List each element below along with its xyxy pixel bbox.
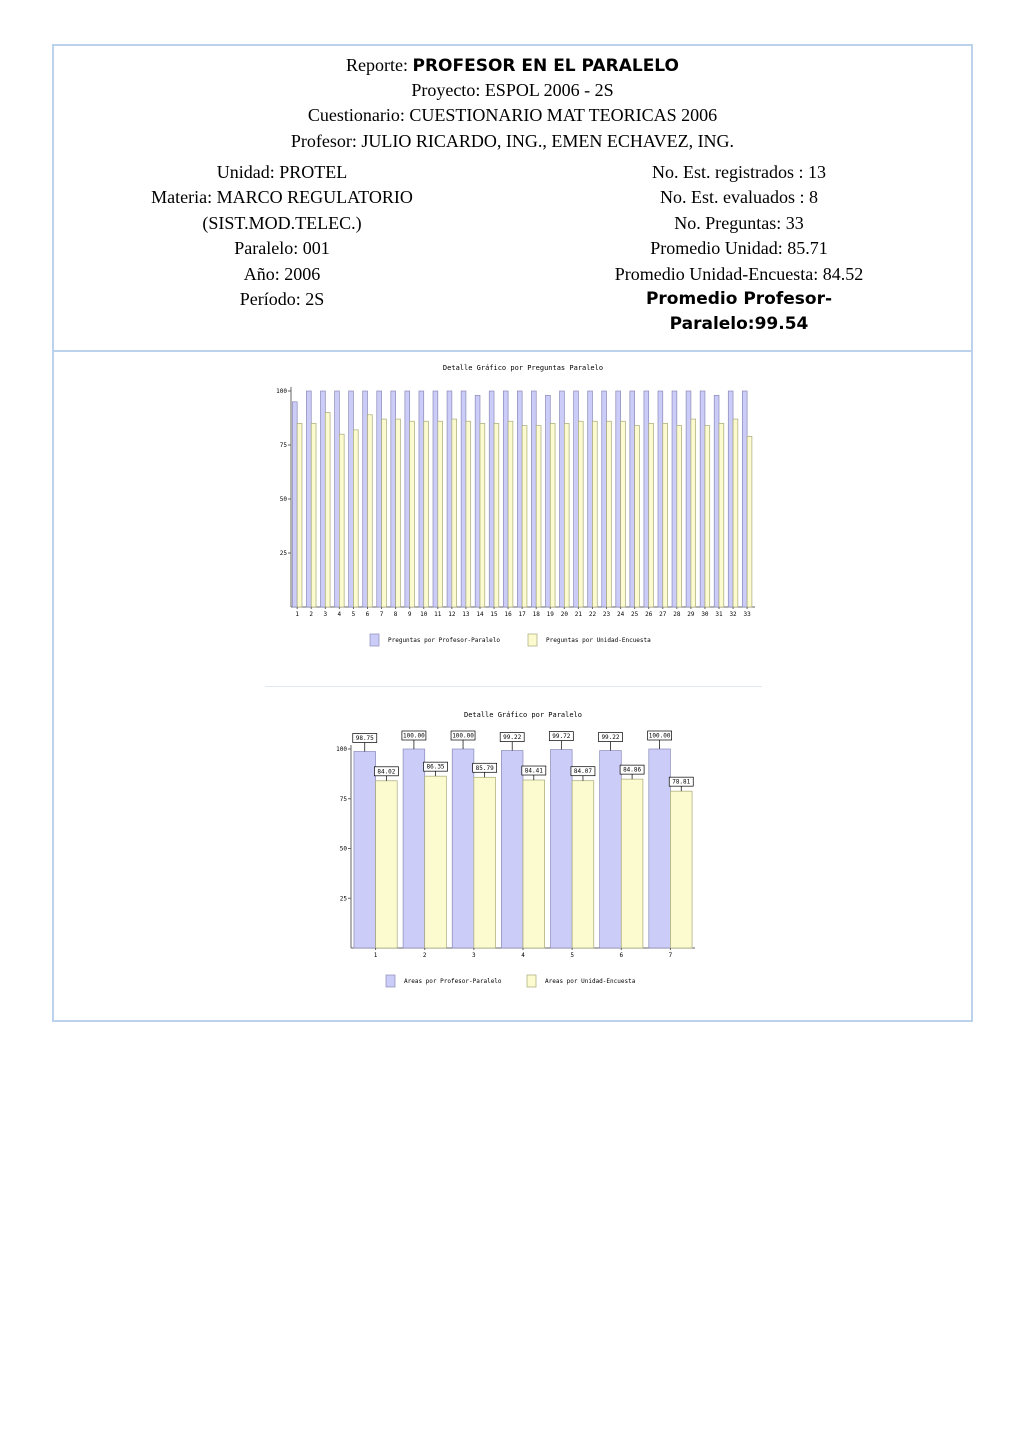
bar-series-b: [564, 423, 569, 607]
chart-divider: [265, 686, 762, 687]
bar-series-b: [494, 423, 499, 607]
bar-series-b: [396, 419, 401, 607]
x-tick-label: 6: [365, 611, 370, 618]
x-tick-label: 13: [462, 611, 470, 618]
data-label: 78.81: [672, 778, 691, 786]
data-label: 86.35: [426, 763, 445, 771]
bar-series-b: [297, 423, 302, 607]
bar-series-a: [405, 391, 410, 607]
bar-series-b: [325, 413, 330, 607]
x-tick-label: 11: [434, 611, 442, 618]
legend-swatch: [527, 975, 536, 987]
unit-survey-average: Promedio Unidad-Encuesta: 84.52: [614, 263, 864, 284]
bar-series-b: [410, 421, 415, 607]
bar-series-a: [630, 391, 635, 607]
project-line: Proyecto: ESPOL 2006 - 2S: [411, 80, 614, 100]
year-text: Año: 2006: [243, 263, 321, 284]
bar-series-b: [691, 419, 696, 607]
data-label: 84.02: [377, 768, 396, 776]
bar-series-b: [705, 426, 710, 607]
bar-series-a: [501, 751, 523, 948]
y-tick-label: 50: [279, 496, 287, 503]
bar-series-a: [602, 391, 607, 607]
x-tick-label: 31: [715, 611, 723, 618]
report-name: PROFESOR EN EL PARALELO: [412, 56, 679, 76]
x-tick-label: 27: [659, 611, 667, 618]
bar-series-b: [670, 791, 692, 948]
data-label: 99.22: [601, 734, 620, 742]
bar-series-b: [353, 430, 358, 607]
subject-text-cont: (SIST.MOD.TELEC.): [202, 212, 362, 233]
bar-series-b: [572, 781, 594, 948]
bar-series-b: [466, 421, 471, 607]
bar-series-b: [719, 423, 724, 607]
x-tick-label: 19: [546, 611, 554, 618]
x-tick-label: 2: [309, 611, 314, 618]
x-tick-label: 1: [295, 611, 299, 618]
bar-series-a: [686, 391, 691, 607]
x-tick-label: 29: [687, 611, 695, 618]
bar-series-b: [550, 423, 555, 607]
bar-series-a: [616, 391, 621, 607]
x-tick-label: 33: [743, 611, 751, 618]
y-tick-label: 75: [279, 442, 287, 449]
bar-series-b: [663, 423, 668, 607]
legend-label: Areas por Unidad-Encuesta: [545, 978, 636, 985]
evaluated-students: No. Est. evaluados : 8: [660, 187, 818, 208]
bar-series-a: [644, 391, 649, 607]
bar-series-a: [377, 391, 382, 607]
data-label: 99.72: [552, 733, 571, 741]
bar-series-a: [489, 391, 494, 607]
x-tick-label: 14: [476, 611, 484, 618]
bar-series-a: [658, 391, 663, 607]
period-text: Período: 2S: [239, 289, 325, 310]
bar-series-a: [403, 749, 425, 948]
x-tick-label: 9: [407, 611, 412, 618]
chart-title: Detalle Gráfico por Preguntas Paralelo: [442, 364, 604, 372]
bar-series-a: [321, 391, 326, 607]
bar-series-b: [452, 419, 457, 607]
bar-series-a: [649, 749, 671, 948]
report-label: Reporte:: [346, 55, 408, 75]
legend-label: Preguntas por Unidad-Encuesta: [546, 637, 651, 644]
y-tick-label: 25: [279, 550, 287, 557]
bar-series-b: [677, 426, 682, 607]
bar-series-b: [424, 421, 429, 607]
x-tick-label: 12: [448, 611, 456, 618]
data-label: 85.79: [475, 764, 494, 772]
bar-series-b: [635, 426, 640, 607]
data-label: 84.86: [623, 766, 642, 774]
x-tick-label: 15: [490, 611, 498, 618]
data-label: 84.07: [573, 768, 592, 776]
chart-title: Detalle Gráfico por Paralelo: [463, 711, 583, 719]
bar-series-a: [672, 391, 677, 607]
x-tick-label: 32: [729, 611, 737, 618]
x-tick-label: 3: [472, 952, 476, 959]
bar-series-a: [349, 391, 354, 607]
x-tick-label: 20: [560, 611, 568, 618]
bar-series-a: [714, 395, 719, 607]
report-header: [54, 46, 971, 352]
x-tick-label: 21: [574, 611, 583, 618]
unit-average: Promedio Unidad: 85.71: [650, 238, 828, 259]
bar-series-a: [306, 391, 311, 607]
bar-series-a: [419, 391, 424, 607]
bar-series-b: [311, 423, 316, 607]
report-frame: [52, 44, 973, 1022]
bar-series-b: [621, 421, 626, 607]
bar-series-b: [474, 777, 496, 948]
info-left-column: [112, 160, 452, 312]
data-label: 98.75: [355, 734, 374, 742]
x-tick-label: 22: [588, 611, 597, 618]
bar-series-b: [522, 426, 527, 607]
x-tick-label: 10: [420, 611, 428, 618]
bar-series-a: [391, 391, 396, 607]
bar-series-a: [354, 751, 376, 948]
questions-count: No. Preguntas: 33: [674, 212, 804, 233]
x-tick-label: 8: [393, 611, 398, 618]
bar-series-a: [475, 395, 480, 607]
x-tick-label: 24: [616, 611, 625, 618]
x-tick-label: 18: [532, 611, 540, 618]
bar-series-b: [733, 419, 738, 607]
bar-series-b: [747, 436, 752, 607]
data-label: 100.00: [648, 732, 671, 740]
data-label: 84.41: [524, 767, 543, 775]
x-tick-label: 30: [701, 611, 709, 618]
bar-series-b: [382, 419, 387, 607]
areas-chart: [265, 703, 762, 1003]
bar-series-a: [588, 391, 593, 607]
bar-series-b: [578, 421, 583, 607]
x-tick-label: 3: [323, 611, 328, 618]
x-tick-label: 5: [570, 952, 574, 959]
bar-series-b: [339, 434, 344, 607]
bar-series-a: [433, 391, 438, 607]
legend-label: Preguntas por Profesor-Paralelo: [388, 637, 500, 644]
bar-series-a: [700, 391, 705, 607]
bar-series-b: [536, 426, 541, 607]
x-tick-label: 16: [504, 611, 512, 618]
bar-series-a: [503, 391, 508, 607]
x-tick-label: 25: [631, 611, 639, 618]
bar-series-b: [425, 776, 447, 948]
bar-series-a: [292, 402, 297, 607]
legend-swatch: [386, 975, 395, 987]
x-tick-label: 26: [645, 611, 653, 618]
x-tick-label: 23: [602, 611, 611, 618]
bar-series-b: [592, 421, 597, 607]
bar-series-b: [438, 421, 443, 607]
bar-series-b: [508, 421, 513, 607]
professor-average: Promedio Profesor-Paralelo:99.54: [645, 289, 833, 335]
x-tick-label: 4: [521, 952, 525, 959]
section-text: Paralelo: 001: [234, 238, 330, 259]
bar-series-b: [367, 415, 372, 607]
data-label: 99.22: [503, 734, 522, 742]
x-tick-label: 28: [673, 611, 681, 618]
unit-text: Unidad: PROTEL: [216, 162, 348, 182]
bar-series-b: [621, 779, 643, 948]
bar-series-a: [531, 391, 536, 607]
y-tick-label: 75: [339, 795, 347, 803]
bar-series-a: [551, 750, 573, 948]
bar-series-a: [600, 751, 622, 948]
x-tick-label: 4: [337, 611, 342, 618]
bar-series-a: [447, 391, 452, 607]
bar-series-a: [461, 391, 466, 607]
y-tick-label: 100: [276, 388, 287, 395]
legend-swatch: [370, 634, 379, 646]
bar-series-b: [607, 421, 612, 607]
data-label: 100.00: [403, 732, 425, 740]
info-right-column: [584, 160, 894, 338]
x-tick-label: 17: [518, 611, 526, 618]
bar-series-b: [649, 423, 654, 607]
bar-series-a: [574, 391, 579, 607]
report-title-line: [54, 54, 971, 77]
registered-students: No. Est. registrados : 13: [652, 162, 826, 182]
bar-series-a: [335, 391, 340, 607]
legend-label: Areas por Profesor-Paralelo: [404, 978, 502, 985]
professor-line: Profesor: JULIO RICARDO, ING., EMEN ECHAVEZ, ING.: [290, 131, 735, 151]
bar-series-b: [480, 423, 485, 607]
bar-series-a: [545, 395, 550, 607]
bar-series-a: [742, 391, 747, 607]
y-tick-label: 100: [336, 746, 347, 753]
legend-swatch: [528, 634, 537, 646]
bar-series-a: [517, 391, 522, 607]
x-tick-label: 2: [422, 952, 427, 959]
subject-text: Materia: MARCO REGULATORIO: [151, 187, 413, 208]
x-tick-label: 5: [351, 611, 356, 618]
bar-series-a: [560, 391, 565, 607]
y-tick-label: 25: [339, 895, 347, 903]
x-tick-label: 7: [379, 611, 384, 618]
x-tick-label: 1: [373, 952, 378, 959]
bar-series-a: [363, 391, 368, 607]
x-tick-label: 7: [668, 952, 673, 959]
bar-series-a: [452, 749, 474, 948]
questions-chart: [265, 359, 762, 659]
x-tick-label: 6: [619, 952, 624, 959]
bar-series-b: [523, 780, 545, 948]
bar-series-b: [376, 781, 398, 948]
questionnaire-line: Cuestionario: CUESTIONARIO MAT TEORICAS 2006: [307, 105, 718, 125]
y-tick-label: 50: [339, 845, 347, 853]
data-label: 100.00: [452, 732, 474, 740]
bar-series-a: [728, 391, 733, 607]
